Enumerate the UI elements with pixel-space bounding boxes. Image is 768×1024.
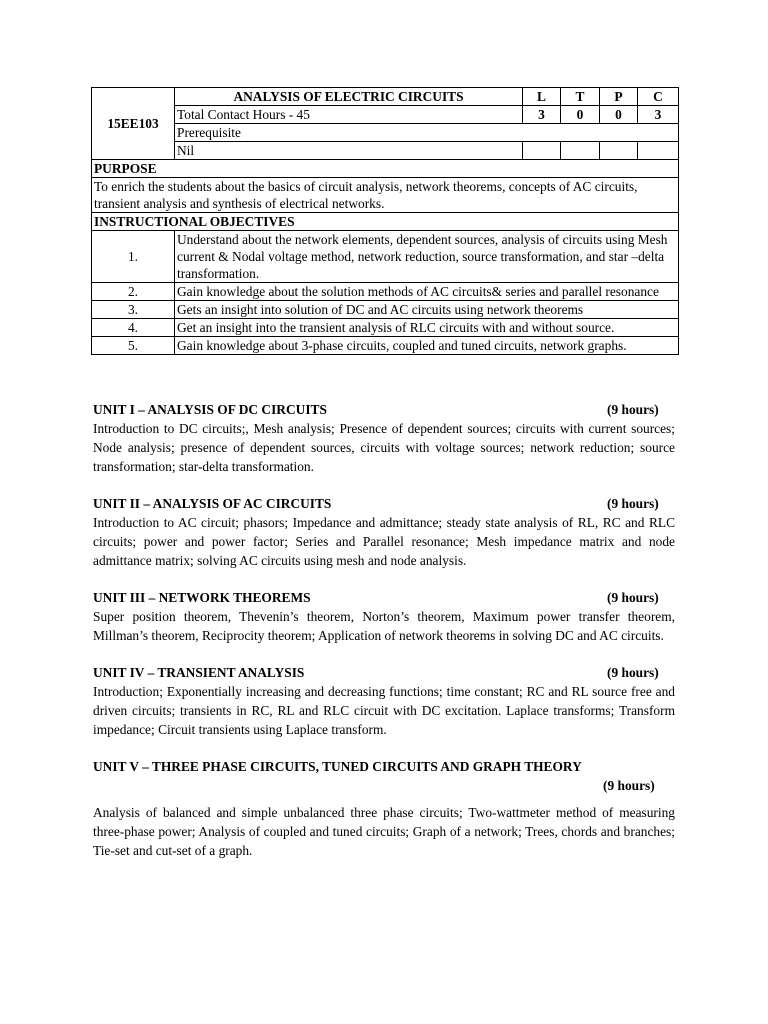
unit-header [93, 494, 675, 513]
unit-title: UNIT IV – TRANSIENT ANALYSIS [93, 665, 305, 680]
unit-hours: (9 hours) [607, 665, 659, 680]
empty-cell [638, 142, 679, 160]
objective-number: 5. [92, 337, 175, 355]
objective-number: 3. [92, 301, 175, 319]
unit-title: UNIT III – NETWORK THEOREMS [93, 590, 311, 605]
unit-section [93, 588, 675, 645]
purpose-heading: PURPOSE [92, 160, 679, 178]
course-units [93, 400, 675, 878]
unit-hours: (9 hours) [607, 402, 659, 417]
objective-row [92, 231, 679, 283]
unit-header [93, 663, 675, 682]
prerequisite-value-row [92, 142, 679, 160]
unit-section [93, 663, 675, 739]
objective-row [92, 337, 679, 355]
objectives-heading: INSTRUCTIONAL OBJECTIVES [92, 213, 679, 231]
objective-row [92, 301, 679, 319]
unit-header [93, 588, 675, 607]
objective-text: Gain knowledge about the solution methods of AC circuits& series and parallel resonance [175, 283, 679, 301]
course-title: ANALYSIS OF ELECTRIC CIRCUITS [175, 88, 523, 106]
unit-body: Introduction; Exponentially increasing and decreasing functions; time constant; RC and RL source free and driven circuits; transients in RC, RL and RLC circuit with DC excitation. Laplace transforms; Transform impedance; Circuit transients using Laplace transform. [93, 684, 675, 737]
unit-section [93, 494, 675, 570]
unit-body: Analysis of balanced and simple unbalanced three phase circuits; Two-wattmeter method of measuring three-phase power; Analysis of coupled and tuned circuits; Graph of a network; Trees, chords and branches; Tie-set and cut-set of a graph. [93, 805, 675, 858]
unit-hours: (9 hours) [603, 778, 655, 793]
ltpc-value-p: 0 [600, 106, 638, 124]
ltpc-value-l: 3 [523, 106, 561, 124]
course-syllabus-table [91, 87, 679, 355]
prerequisite-value: Nil [175, 142, 523, 160]
objective-number: 1. [92, 231, 175, 283]
prerequisite-label: Prerequisite [175, 124, 679, 142]
objective-row [92, 283, 679, 301]
contact-hours-row [92, 106, 679, 124]
ltpc-header-p: P [600, 88, 638, 106]
unit-hours: (9 hours) [607, 590, 659, 605]
objective-text: Gain knowledge about 3-phase circuits, coupled and tuned circuits, network graphs. [175, 337, 679, 355]
empty-cell [523, 142, 561, 160]
unit-hours: (9 hours) [607, 496, 659, 511]
objective-number: 2. [92, 283, 175, 301]
unit-header [93, 400, 675, 419]
objective-number: 4. [92, 319, 175, 337]
ltpc-header-t: T [561, 88, 600, 106]
unit-section [93, 400, 675, 476]
unit-section [93, 757, 675, 860]
unit-title: UNIT II – ANALYSIS OF AC CIRCUITS [93, 496, 332, 511]
unit-title: UNIT I – ANALYSIS OF DC CIRCUITS [93, 402, 327, 417]
purpose-heading-row [92, 160, 679, 178]
objective-text: Understand about the network elements, dependent sources, analysis of circuits using Mesh current & Nodal voltage method, network reduction, source transformation, and star –delta transformation. [175, 231, 679, 283]
unit-title: UNIT V – THREE PHASE CIRCUITS, TUNED CIRCUITS AND GRAPH THEORY [93, 759, 582, 774]
ltpc-value-t: 0 [561, 106, 600, 124]
ltpc-value-c: 3 [638, 106, 679, 124]
unit-body: Super position theorem, Thevenin’s theorem, Norton’s theorem, Maximum power transfer theorem, Millman’s theorem, Reciprocity theorem; Application of network theorems in solving DC and AC circuits. [93, 609, 675, 643]
empty-cell [561, 142, 600, 160]
ltpc-header-c: C [638, 88, 679, 106]
purpose-text-row [92, 178, 679, 213]
empty-cell [600, 142, 638, 160]
course-title-row [92, 88, 679, 106]
unit-body: Introduction to AC circuit; phasors; Impedance and admittance; steady state analysis of RL, RC and RLC circuits; power and power factor; Series and Parallel resonance; Mesh impedance matrix and node admittance matrix; solving AC circuits using mesh and node analysis. [93, 515, 675, 568]
objective-text: Gets an insight into solution of DC and AC circuits using network theorems [175, 301, 679, 319]
objectives-heading-row [92, 213, 679, 231]
prerequisite-row [92, 124, 679, 142]
objective-row [92, 319, 679, 337]
contact-hours: Total Contact Hours - 45 [175, 106, 523, 124]
objective-text: Get an insight into the transient analysis of RLC circuits with and without source. [175, 319, 679, 337]
unit-body: Introduction to DC circuits;, Mesh analysis; Presence of dependent sources; circuits with current sources; Node analysis; presence of dependent sources, circuits with voltage sources; network reduction; source transformation; star-delta transformation. [93, 421, 675, 474]
ltpc-header-l: L [523, 88, 561, 106]
purpose-text: To enrich the students about the basics of circuit analysis, network theorems, concepts of AC circuits, transient analysis and synthesis of electrical networks. [92, 178, 679, 213]
course-code: 15EE103 [92, 88, 175, 160]
